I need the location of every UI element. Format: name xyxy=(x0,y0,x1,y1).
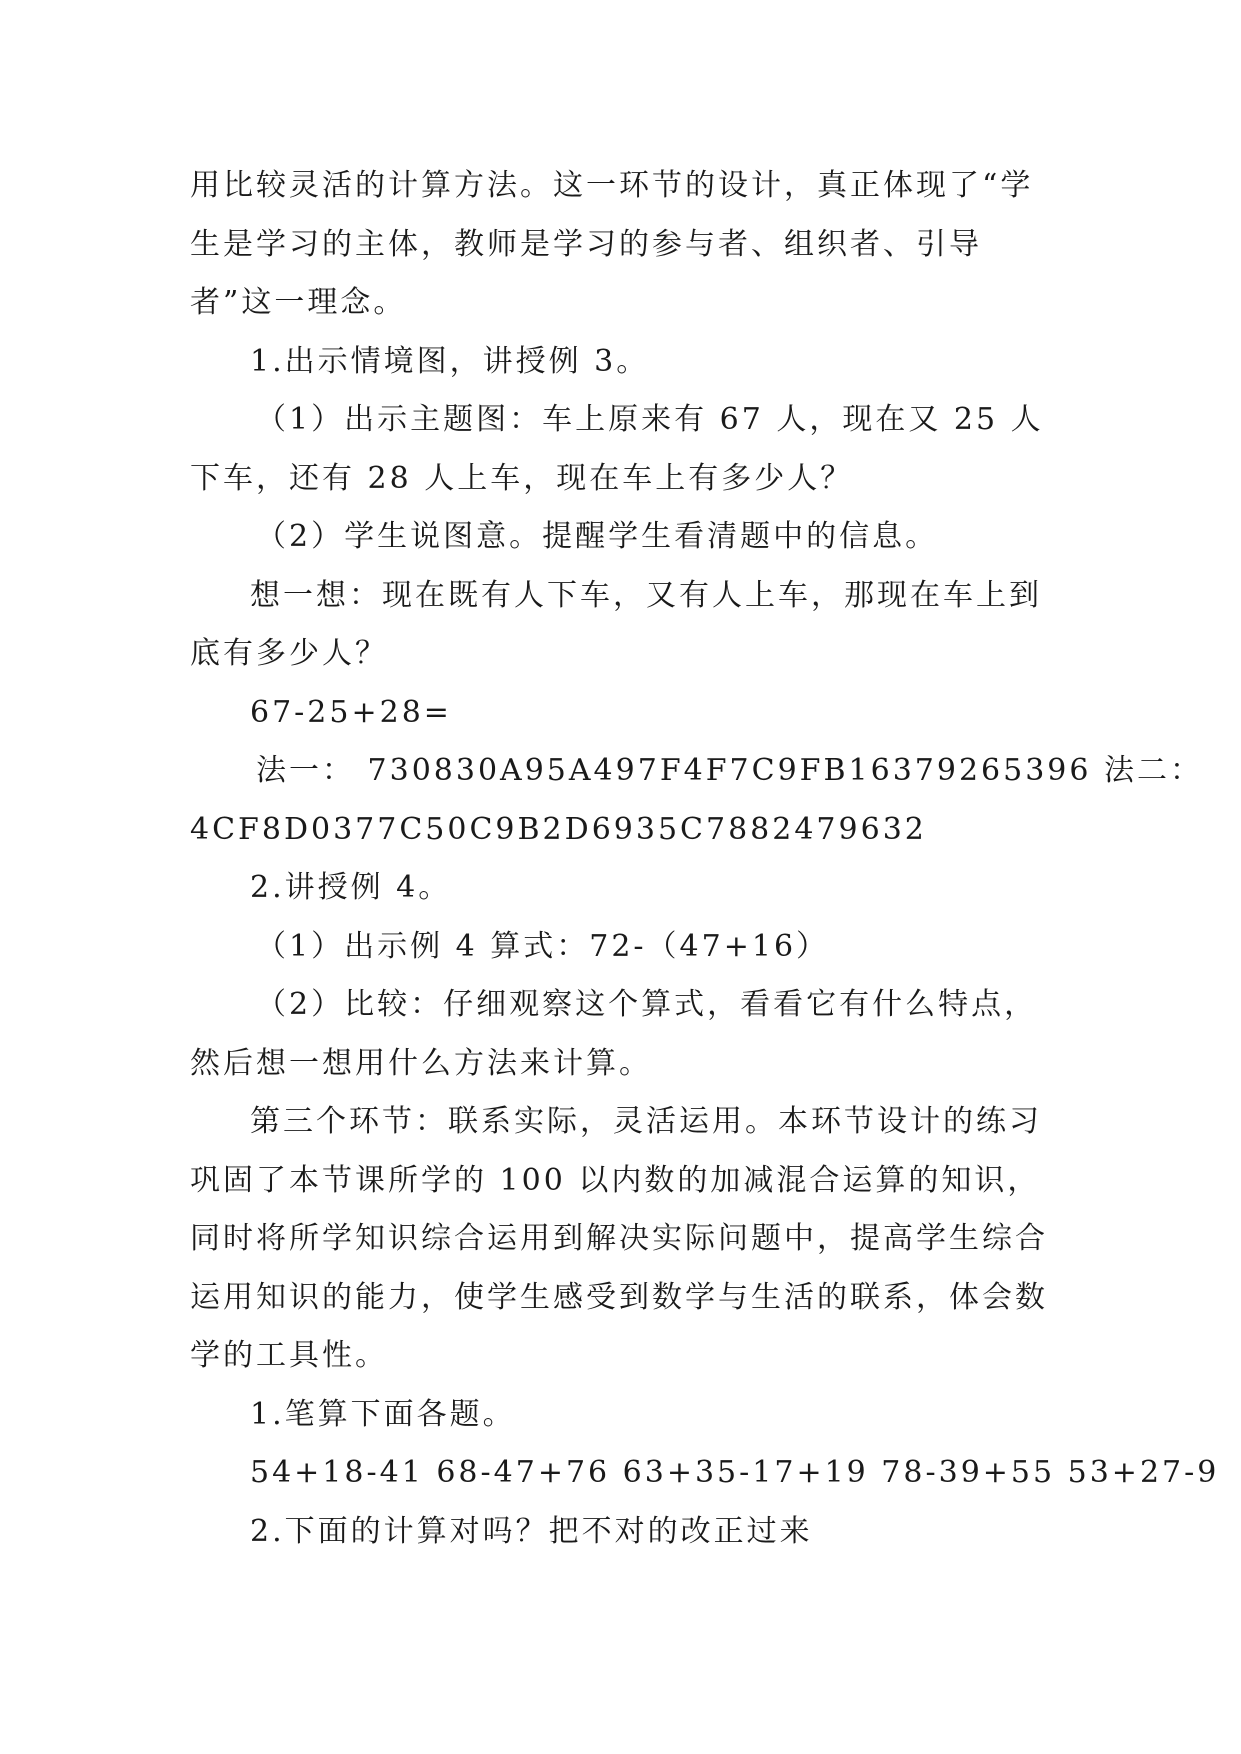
step-2-heading: 2.讲授例 4。 xyxy=(250,870,452,905)
exercise-1-expressions: 54+18-41 68-47+76 63+35-17+19 78-39+55 53+27-9 xyxy=(250,1455,1220,1490)
document-body xyxy=(190,157,1220,1561)
paragraph-describe-picture: （2）学生说图意。提醒学生看清题中的信息。 xyxy=(256,519,939,554)
method-two-code: 4CF8D0377C50C9B2D6935C7882479632 xyxy=(190,811,927,847)
paragraph-summary: 用比较灵活的计算方法。这一环节的设计，真正体现了“学生是学习的主体，教师是学习的参与者、组织者、引导者”这一理念。 xyxy=(190,168,1034,320)
paragraph-example-4-expression: （1）出示例 4 算式：72-（47+16） xyxy=(256,928,830,964)
paragraph-think: 想一想：现在既有人下车，又有人上车，那现在车上到底有多少人？ xyxy=(190,577,1042,671)
exercise-1-heading: 1.笔算下面各题。 xyxy=(250,1396,516,1432)
expression-example-3: 67-25+28= xyxy=(250,694,452,730)
exercise-2-heading: 2.下面的计算对吗？把不对的改正过来 xyxy=(250,1513,813,1549)
methods-line: 法一： 730830A95A497F4F7C9FB16379265396 法二： xyxy=(256,753,1204,788)
paragraph-topic-picture: （1）出示主题图：车上原来有 67 人，现在又 25 人下车，还有 28 人上车，现在车上有多少人？ xyxy=(190,402,1044,496)
step-1-heading: 1.出示情境图，讲授例 3。 xyxy=(250,343,650,379)
paragraph-third-stage: 第三个环节：联系实际，灵活运用。本环节设计的练习巩固了本节课所学的 100 以内数的加减混合运算的知识，同时将所学知识综合运用到解决实际问题中，提高学生综合运用知识的能力，使学生感受到数学与生活的联系，体会数学的工具性。 xyxy=(190,1104,1048,1373)
paragraph-compare: （2）比较：仔细观察这个算式，看看它有什么特点，然后想一想用什么方法来计算。 xyxy=(190,987,1038,1081)
